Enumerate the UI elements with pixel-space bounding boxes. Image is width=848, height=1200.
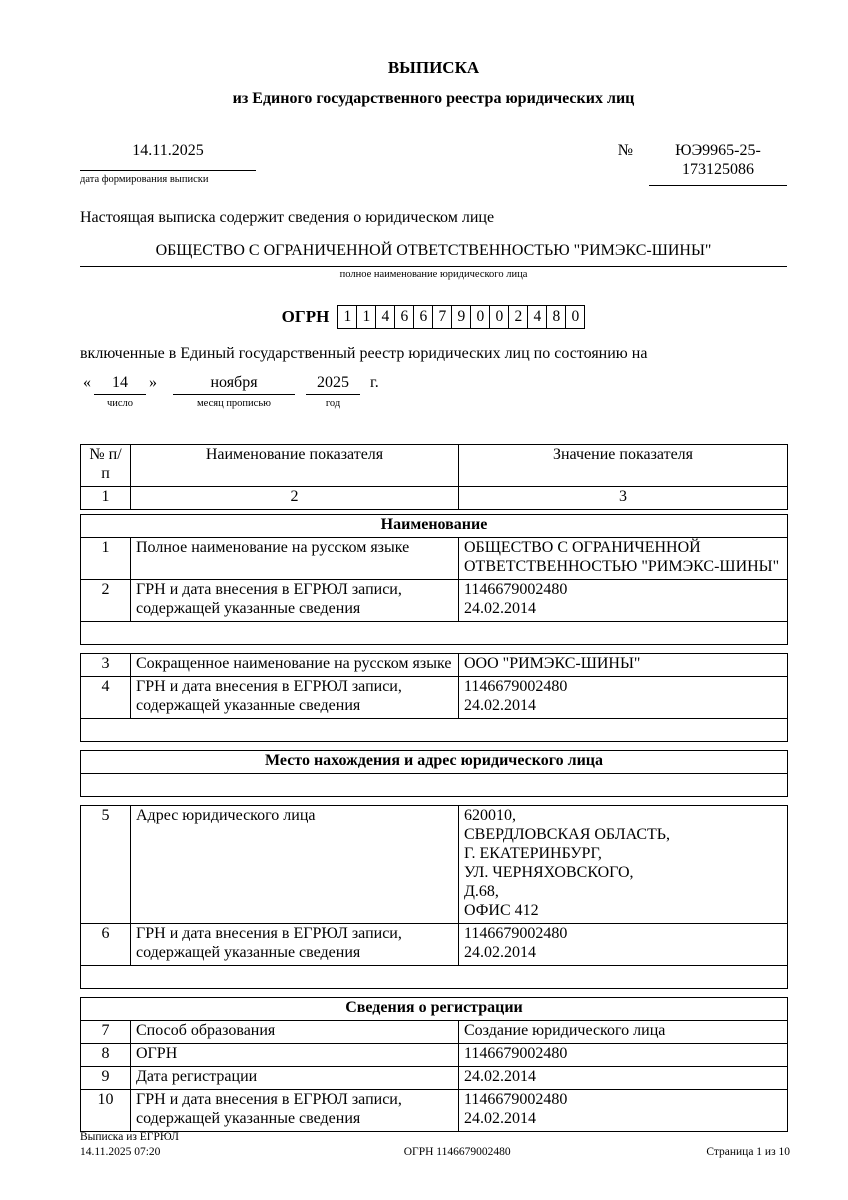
indicator-value-line: ООО "РИМЭКС-ШИНЫ"	[464, 655, 641, 672]
indicator-value-cell	[459, 580, 788, 622]
column-header-cell: 2	[131, 487, 459, 510]
table-row	[81, 677, 788, 719]
extract-number	[649, 141, 787, 186]
indicator-value-line: 24.02.2014	[464, 1110, 536, 1127]
spacer-row	[81, 622, 788, 645]
month-caption: месяц прописью	[197, 398, 271, 409]
ogrn-digit-box: 8	[546, 305, 566, 329]
page-footer	[80, 1130, 790, 1160]
indicator-value-line: 620010,	[464, 807, 516, 824]
indicator-value-line: 1146679002480	[464, 581, 568, 598]
column-header-cell: № п/п	[81, 445, 131, 487]
indicator-value-line: Д.68,	[464, 883, 499, 900]
indicator-value-line: 24.02.2014	[464, 697, 536, 714]
indicator-value-cell	[459, 538, 788, 580]
table-row	[81, 580, 788, 622]
ogrn-digit-box: 1	[356, 305, 376, 329]
table-block	[80, 444, 788, 510]
indicator-name-cell: ОГРН	[131, 1044, 459, 1067]
indicator-value-line: 24.02.2014	[464, 600, 536, 617]
intro-line: Настоящая выписка содержит сведения о юридическом лице	[80, 209, 495, 226]
as-of-day: 14	[94, 373, 146, 395]
indicator-value-line: ОБЩЕСТВО С ОГРАНИЧЕННОЙ ОТВЕТСТВЕННОСТЬЮ "РИМЭКС-ШИНЫ"	[464, 539, 780, 575]
footer-left	[80, 1130, 346, 1160]
indicator-value-cell	[459, 924, 788, 966]
table-row	[81, 538, 788, 580]
indicator-value-line: 24.02.2014	[464, 944, 536, 961]
footer-ogrn: ОГРН 1146679002480	[403, 1146, 511, 1158]
ogrn-digit-box: 0	[489, 305, 509, 329]
column-header-row	[81, 487, 788, 510]
section-row	[81, 998, 788, 1021]
table-block	[80, 514, 788, 645]
as-of-month: ноября	[173, 373, 295, 395]
ogrn-digit-box: 4	[527, 305, 547, 329]
indicator-value-line: УЛ. ЧЕРНЯХОВСКОГО,	[464, 864, 634, 881]
spacer-row	[81, 966, 788, 989]
indicator-value-cell	[459, 654, 788, 677]
column-header-cell: Значение показателя	[459, 445, 788, 487]
indicator-value-line: ОФИС 412	[464, 902, 539, 919]
spacer-row	[81, 719, 788, 742]
document-subtitle: из Единого государственного реестра юридических лиц	[232, 90, 635, 107]
spacer-cell	[81, 622, 788, 645]
year-caption: год	[325, 398, 341, 409]
column-header-cell: Наименование показателя	[131, 445, 459, 487]
row-number-cell: 2	[81, 580, 131, 622]
indicator-name-cell: ГРН и дата внесения в ЕГРЮЛ записи, содержащей указанные сведения	[131, 677, 459, 719]
indicator-value-line: Создание юридического лица	[464, 1022, 666, 1039]
row-number-cell: 5	[81, 806, 131, 924]
included-line: включенные в Единый государственный реестр юридических лиц по состоянию на	[80, 345, 648, 362]
ogrn-label: ОГРН	[281, 307, 330, 326]
indicator-name-cell: Адрес юридического лица	[131, 806, 459, 924]
table-block	[80, 997, 788, 1132]
table-row	[81, 1021, 788, 1044]
table-row	[81, 806, 788, 924]
row-number-cell: 6	[81, 924, 131, 966]
ogrn-row	[80, 305, 787, 329]
table-block	[80, 653, 788, 742]
spacer-cell	[81, 774, 788, 797]
spacer-cell	[81, 966, 788, 989]
ogrn-digit-box: 6	[394, 305, 414, 329]
indicator-value-line: 1146679002480	[464, 1045, 568, 1062]
row-number-cell: 4	[81, 677, 131, 719]
table-row	[81, 924, 788, 966]
extract-number-block	[618, 141, 787, 186]
as-of-day-segment	[94, 373, 146, 410]
indicator-value-cell	[459, 1044, 788, 1067]
indicator-value-line: 1146679002480	[464, 925, 568, 942]
number-sign: №	[617, 142, 633, 159]
as-of-month-segment	[173, 373, 295, 410]
indicator-value-line: 24.02.2014	[464, 1068, 536, 1085]
ogrn-digit-box: 6	[413, 305, 433, 329]
row-number-cell: 3	[81, 654, 131, 677]
ogrn-digit-box: 4	[375, 305, 395, 329]
quote-close: »	[149, 374, 157, 391]
indicator-name-cell: Способ образования	[131, 1021, 459, 1044]
column-header-row	[81, 445, 788, 487]
row-number-cell: 7	[81, 1021, 131, 1044]
footer-doc-type: Выписка из ЕГРЮЛ	[80, 1131, 179, 1143]
indicator-name-cell: ГРН и дата внесения в ЕГРЮЛ записи, содержащей указанные сведения	[131, 924, 459, 966]
ogrn-digit-box: 1	[337, 305, 357, 329]
ogrn-digit-box: 2	[508, 305, 528, 329]
ogrn-digit-box: 0	[470, 305, 490, 329]
row-number-cell: 8	[81, 1044, 131, 1067]
table-row	[81, 1067, 788, 1090]
as-of-year-segment	[306, 373, 360, 410]
spacer-row	[81, 774, 788, 797]
indicator-value-cell	[459, 1021, 788, 1044]
indicator-value-line: 1146679002480	[464, 1091, 568, 1108]
indicator-name-cell: ГРН и дата внесения в ЕГРЮЛ записи, содержащей указанные сведения	[131, 580, 459, 622]
table-row	[81, 654, 788, 677]
formation-date-value: 14.11.2025	[80, 141, 256, 171]
indicator-value-line: 1146679002480	[464, 678, 568, 695]
company-name-caption: полное наименование юридического лица	[339, 269, 528, 280]
indicator-name-cell: Сокращенное наименование на русском языке	[131, 654, 459, 677]
footer-datetime: 14.11.2025 07:20	[80, 1146, 161, 1158]
company-name: ОБЩЕСТВО С ОГРАНИЧЕННОЙ ОТВЕТСТВЕННОСТЬЮ "РИМЭКС-ШИНЫ"	[80, 241, 787, 267]
indicator-value-cell	[459, 677, 788, 719]
section-title: Место нахождения и адрес юридического лица	[81, 751, 788, 774]
section-row	[81, 751, 788, 774]
extract-number-line2: 173125086	[682, 161, 754, 178]
footer-page-number: Страница 1 из 10	[706, 1146, 790, 1158]
indicator-name-cell: ГРН и дата внесения в ЕГРЮЛ записи, содержащей указанные сведения	[131, 1090, 459, 1132]
quote-open: «	[83, 374, 91, 391]
row-number-cell: 1	[81, 538, 131, 580]
ogrn-boxes	[338, 305, 585, 329]
row-number-cell: 10	[81, 1090, 131, 1132]
day-caption: число	[106, 398, 134, 409]
ogrn-digit-box: 9	[451, 305, 471, 329]
table-block	[80, 805, 788, 989]
as-of-year: 2025	[306, 373, 360, 395]
spacer-cell	[81, 719, 788, 742]
row-number-cell: 9	[81, 1067, 131, 1090]
table-row	[81, 1044, 788, 1067]
section-title: Наименование	[81, 515, 788, 538]
indicator-name-cell: Дата регистрации	[131, 1067, 459, 1090]
table-block	[80, 750, 788, 797]
section-row	[81, 515, 788, 538]
meta-row	[80, 141, 787, 186]
indicator-value-line: СВЕРДЛОВСКАЯ ОБЛАСТЬ,	[464, 826, 670, 843]
ogrn-digit-box: 0	[565, 305, 585, 329]
indicator-value-cell	[459, 1090, 788, 1132]
formation-date-caption: дата формирования выписки	[80, 174, 209, 185]
document-title: ВЫПИСКА	[387, 58, 480, 77]
as-of-date-row	[80, 373, 787, 410]
indicator-value-cell	[459, 1067, 788, 1090]
extract-number-line1: ЮЭ9965-25-	[675, 142, 761, 159]
indicator-value-line: Г. ЕКАТЕРИНБУРГ,	[464, 845, 602, 862]
column-header-cell: 3	[459, 487, 788, 510]
ogrn-digit-box: 7	[432, 305, 452, 329]
indicator-name-cell: Полное наименование на русском языке	[131, 538, 459, 580]
formation-date-block	[80, 141, 256, 186]
indicator-value-cell	[459, 806, 788, 924]
year-suffix: г.	[370, 374, 379, 391]
column-header-cell: 1	[81, 487, 131, 510]
table-row	[81, 1090, 788, 1132]
section-title: Сведения о регистрации	[81, 998, 788, 1021]
main-table	[80, 444, 787, 1132]
